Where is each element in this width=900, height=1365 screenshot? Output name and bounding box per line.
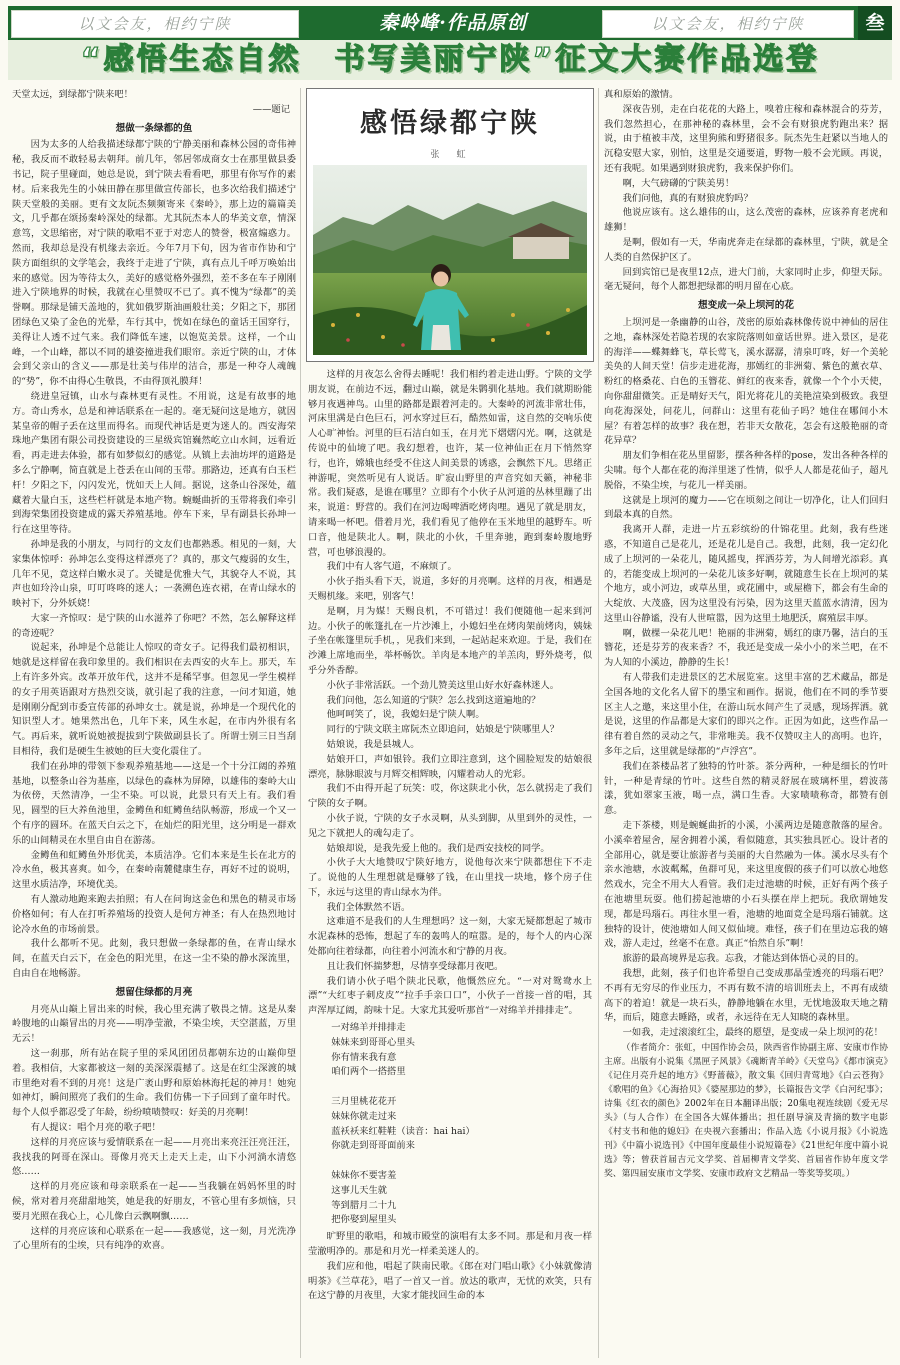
- paragraph: 旷野里的歌唱，和城市殿堂的演唱有太多不同。那是和月夜一样莹澈明净的。那是和月光一样柔美迷人的。: [308, 1231, 592, 1258]
- paragraph: 我们在茶楼品茗了独特的竹叶茶。茶分两种，一种是细长的竹叶针，一种是青绿的竹叶。这些自然的精灵舒展在玻璃杯里，碧波荡漾，犹如翠家玉液，喝一点，满口生香。大家啧啧称奇，都赞有创意。: [604, 760, 888, 817]
- paragraph: 小伙子指头看下天，说道，多好的月亮啊。这样的月夜，相遇是天赐机缘。来吧，别客气！: [308, 576, 592, 602]
- folk-song-lyrics: [331, 1021, 592, 1228]
- lyric-line: 你就走到哥哥面前来: [331, 1140, 415, 1152]
- paragraph: 金鳟鱼和虹鳟鱼外形优美，本质洁净。它们本来是生长在北方的冷水鱼，极其喜爽。如今，在秦岭南麓健康生存，再好不过的说明，这里水质洁净，环境优美。: [12, 849, 296, 891]
- paragraph: 旅游的最高境界是忘我。忘我，才能达到体悟心灵的目的。: [622, 953, 865, 965]
- paragraph: 这样的月亮应该和心联系在一起——我感觉，这一刻，月光洗净了心里所有的尘埃，只有纯净的欢喜。: [12, 1225, 296, 1252]
- paragraph: 深夜告别，走在白花花的大路上，嗅着庄稼和森林混合的芬芳，我们忽然担心，在那神秘的森林里，会不会有财狼虎豹跑出来？据说，由于植被丰茂，这里狗熊和野猪很多。阮杰先生赶紧以当地人的沉稳安慰大家，别怕，这里是交通要道，野物一般不会光顾。再说，还有我呢。如果遇到财狼虎豹，我来保护你们。: [604, 103, 888, 174]
- paragraph: 绕进皇冠镇，山水与森林更有灵性。不用说，这是有故事的地方。奇山秀水，总是和神话联系在一起的。毫无疑问这是地方，就因某皇帝的帽子丢在这里而得名。而现代神话是更为迷人的。西安海荣珠地产集团有限公司投资建设的三星级宾馆巍然屹立山水间，远看近看，再走进去体验，都有如梦似幻的感觉。从镇上去油坊坪的道路是多么宁静啊，简直就是上苍丢在山间的玉带。那路边，还真有白玉栏杆！夕阳之下，闪闪发光，恍如天上人间。据说，这条山谷深处，蕴藏着大量白玉，这些栏杆就是本地产物。蜿蜒曲折的玉带将我们牵引到海荣集团投资建成的露天养殖基地。停车下来，早有副县长孙坤一行在这里等待。: [12, 390, 296, 536]
- masthead-bar: [8, 6, 892, 40]
- lyric-line: 一对绵羊并排排走: [331, 1022, 406, 1034]
- lyric-line: 把你娶到屋里头: [331, 1214, 397, 1226]
- paragraph: 我离开人群，走进一片五彩缤纷的什锦花里。此刻，我有些迷惑，不知道自己是花儿，还是花儿是自己。我想，此刻，我一定幻化成了上坝河的一朵花儿，随风摇曳，挥洒芬芳，为人间增光添彩。真的，若能变成上坝河的一朵花儿该多好啊，就随意生长在上坝河的某个地方，或小河边，或草丛里，或花圃中，或屋檐下，都会有生命的大绽放、大茂盛，因为这里没有污染，因为这里天蓝蓝水清清，因为这里山谷静谧，没有人世喧嚣，因为这里土地肥沃，腐殖层丰厚。: [604, 524, 888, 624]
- column-divider: [598, 88, 599, 1358]
- paragraph: 孙坤是我的小朋友，与同行的文友们也都熟悉。相见的一刻，大家集体惊呼：孙坤怎么变得这样漂亮了？真的，那文气瘦弱的女生，几年不见，竟这样白嫩水灵了。关键是优雅大气，其貌夺人不说，其声也如玲泠山泉，叮叮咚咚的迷人；一袭溯色连衣裙，在青山绿水的映衬下，分外妖娆！: [12, 538, 296, 610]
- paragraph: 真和原始的激情。: [604, 89, 679, 100]
- paragraph: 他说应该有。这么雄伟的山，这么茂密的森林，应该养育老虎和雄狮！: [604, 207, 888, 234]
- paragraph: 是啊，假如有一天，华南虎奔走在绿都的森林里，宁陕，就是全人类的自然保护区了。: [604, 236, 888, 263]
- paragraph: 这样的月夜怎么舍得去睡呢！我们相约着走进山野。宁陕的文学朋友说，在前边不远，翻过山巅，就是朱鹮驯化基地。我们就期盼能够月夜遇神鸟。山里的路都是跟着河走的。大秦岭的河流非常壮伟，河床里满是白色巨石，河水穿过巨石，酷然如雷，这自然的交响乐使人心旷神怡。河里的巨石洁白如玉，在月光下熠熠闪光。啊，这就是传说中的仙境了吧。我幻想着，也许，某一位神仙正在月下悄然穿行，也许，嫦娥也经受不住这人间美景的诱惑，会飘然下凡。思绪正神游呢，突然听见有人说话。旷寂山野里的声音究如天籁，神秘非常。我们疑惑，是谁在哪里？立即有个小伙子从河道的丛林里蹦了出来，说道：野营的。我们在河边喝啤酒吃烤肉哩。遇见了就是朋友，请来喝一杯吧。借着月光，我们看见了他停在玉米地里的越野车。听口音，他是陕北人。啊，陕北的小伙，千里奔驰，跑到秦岭腹地野营，可也够浪漫的。: [308, 369, 592, 558]
- paragraph: 我们请小伙子唱个陕北民歌，他慨然应允。“一对对鸳鸯水上漂”“大红枣子刺皮皮”“拉手手亲口口”，小伙子一首接一首的唱，其声浑厚辽阔，韵味十足。大家尤其爱听那首“一对绵羊并排排走”。: [308, 975, 592, 1017]
- paragraph: 小伙子大大地赞叹宁陕好地方，说他每次来宁陕都想住下不走了。说他的人生理想就是赚够了钱，在山里找一块地，修个房子住下，永远与这里的青山绿水为伴。: [308, 857, 592, 898]
- paragraph: 小伙子说，宁陕的女子水灵啊，从头到脚，从里到外的灵性，一见之下就把人的魂勾走了。: [308, 812, 592, 839]
- paragraph: 我们不由得开起了玩笑：哎，你这陕北小伙，怎么就拐走了我们宁陕的女子啊。: [308, 783, 592, 810]
- paragraph: 朋友们争相在花丛里留影，摆各种各样的pose，发出各种各样的尖啸。每个人都在花的海洋里迷了性情，似乎人人都是花仙子，超凡脱俗，不染尘埃，与花儿一样美丽。: [604, 450, 888, 491]
- paragraph: 我们全体默然不语。: [326, 901, 411, 913]
- paragraph: 这难道不是我们的人生理想吗？这一刻，大家无疑都想起了城市水泥森林的恐怖，想起了车的轰鸣人的喧嚣。是的，每个人的内心深处都向往着绿都，向往着小河流水和宁静的月夜。: [308, 916, 592, 958]
- lyric-line: 等到腊月二十九: [331, 1199, 397, 1211]
- paragraph: 我们中有人客气道，不麻烦了。: [326, 561, 457, 573]
- page-number: 叁: [858, 6, 892, 40]
- paragraph: 一如我，走过滚滚红尘，最终的愿望，是变成一朵上坝河的花！: [622, 1027, 883, 1039]
- paragraph: 姑娘开口，声如银铃。我们立即注意到，这个圆脸短发的姑娘很漂亮，脉脉眼波与月辉交相辉映，闪耀着动人的光彩。: [308, 753, 592, 780]
- paragraph: 有人激动地跑来跑去拍照；有人在问询这金色和黑色的精灵市场价格如何；有人在打听养殖场的投资人是何方神圣；有人在热烈地讨论冷水鱼的市场前景。: [12, 894, 296, 935]
- paragraph: 这就是上坝河的魔力——它在顷刻之间让一切净化，让人们回归到最本真的自然。: [604, 494, 888, 521]
- paragraph: 啊，大气磅礴的宁陕美男！: [622, 177, 735, 189]
- section-heading-moon: 想留住绿都的月亮: [115, 986, 193, 998]
- lyric-line: 妹妹你就走过来: [331, 1110, 397, 1122]
- stanza-gap: [331, 1080, 592, 1095]
- column-divider: [300, 88, 301, 1358]
- author-bio: （作者简介：张虹，中国作协会员，陕西省作协副主席、安康市作协主席。出版有小说集《黑匣子风景》《魂断青羊岭》《天堂鸟》《都市演克》《记住月亮升起的地方》《野蔷薇》，散文集《回归青莺地》《白云苍狗》《歌唱的鱼》《心海拾贝》《婆屋那边的梦》，长篇报告文学《白河纪事》；诗集《红衣的颜色》2002年在日本翻译出版；20集电视连续剧《爱无尽头》（与人合作）在全国各大媒体播出；担任剧导演及青摘的数字电影《村支书和他的媳妇》在央视六套播出；作品入选《小说月报》《小说选刊》《中篇小说选刊》《中国年度最佳小说短篇卷》《21世纪年度中篇小说选》等；曾获首届吉元文学奖、首届柳青文学奖、首届省作协年度文学奖、第四届安康市文学奖、安康市政府文艺精品一等奖等奖项。）: [604, 1043, 888, 1179]
- article-author: 张 虹: [430, 150, 470, 160]
- stanza-gap: [331, 1154, 592, 1169]
- paragraph: 同行的宁陕文联主席阮杰立即追问，姑娘是宁陕哪里人？: [326, 724, 560, 736]
- lyric-line: 妹妹来到哥哥心里头: [331, 1036, 415, 1048]
- paragraph: 回到宾馆已是夜里12点，进大门前，大家同时止步，仰望天际。毫无疑问，每个人都想把绿都的明月留在心底。: [604, 266, 888, 293]
- paragraph: 我们应和他，唱起了陕南民歌。《郎在对门唱山歌》《小妹就像清明茶》《兰草花》，唱了一首又一首。放达的歌声，无忧的欢笑，只有在这宁静的月夜里，大家才能找回生命的本: [308, 1260, 592, 1302]
- paragraph: 走下茶楼，则是蜿蜒曲折的小溪，小溪两边是随意散落的屋舍。小溪牵着屋舍，屋舍拥着小溪，看似随意，其实独具匠心。设计者的全部用心，就是要让旅游者与美丽的大自然融为一体。溪水尽头有个亲水池塘，水波粼粼，鱼群可见，来这里度假的孩子们可以放心地悠然戏水，完全不用大人看管。我们走过池塘的时候，正好有两个孩子在池塘里玩耍。他们捞起池塘的小石头摆在岸上把玩。我欣谓她发现，都是玛瑙石。再往水里一看，池塘的地面竟全是玛瑙石铺就。这独特的设计，使池塘如人间又似仙境。难怪，孩子们在里边忘我的嬉戏，游人走过，丝毫不在意。真正“怡然自乐”啊！: [604, 820, 888, 950]
- article-column-1: [12, 88, 296, 1254]
- paragraph: 这一刹那，所有站在院子里的采风团团员都朝东边的山巅仰望着。我相信，大家都被这一刻的美深深震撼了。这是在红尘深渡的城市里绝对看不到的月亮！这是广袤山野和原始林海托起的神月！她宛如神灯，瞬间照亮了我们的生命。我们仿佛一下子回到了童年时代。每个人似乎都忍受了年龄，纷纷喷啧赞叹：好美的月亮啊！: [12, 1048, 296, 1119]
- motto-right: 以文会友，相约宁陕: [602, 10, 854, 38]
- motto-left: 以文会友，相约宁陕: [11, 10, 299, 38]
- paragraph: 啊，做棵一朵花儿吧！艳丽的非洲菊，嫣红的康乃馨，洁白的玉簪花，还是芬芳的夜来香？不，我还是变成一朵小小的米兰吧，在不为人知的小溪边，静静的生长！: [604, 627, 888, 669]
- paragraph: 说起来，孙坤是个总能让人惊叹的奇女子。记得我们最初相识，她就是这样留在我印象里的。我们相识在去西安的火车上。那天，车上有许多外宾。改革开放年代，这并不是稀罕事。但忽见一学生模样的女子用英语跟对方热烈交谈，就引起了我的注意，一问才知道，她是刚刚分配到市委宣传部的孙坤女士。就是说，孙坤是一个现代化的知识型人才。她果然出色，几年下来，风生水起，在市内外很有名气。再后来，就听说她被提拔到宁陕做副县长了。所谓士别三日当刮目相待，我们是硬生生被她的巨大变化震住了。: [12, 642, 296, 758]
- feature-photo-box: [306, 88, 594, 362]
- paragraph: 我想，此刻，孩子们也许希望自己变成那晶莹透亮的玛瑙石吧？不再有无穷尽的作业压力，不再有数不清的培训班去上，不再有成绩高下的着迫！就是一块石头，静静地躺在水里，无忧地汲取天地之精华，而后，随意去睡路，或者，永远待在无人知晓的森林里。: [604, 968, 888, 1024]
- section-heading-fish: 想做一条绿都的鱼: [115, 122, 193, 134]
- article-title: 感悟绿都宁陕: [360, 108, 540, 139]
- paragraph: 我们问他，怎么知道的宁陕？怎么找到这道遍地的？: [326, 694, 541, 706]
- paragraph: 他呵呵笑了，说，我媳妇是宁陕人啊。: [326, 709, 485, 721]
- lyric-line: 蓝袄袄来红鞋鞋（读音：hai hai）: [331, 1125, 475, 1137]
- lyric-line: 咱们两个一搭搭里: [331, 1066, 406, 1078]
- paragraph: 有人带我们走进景区的艺术展览室。这里丰富的艺术藏品，都是全国各地的文化名人留下的墨宝和画作。据说，他们在不同的季节要区主人之邀，来这里小住，在游山玩水间产生了灵感，现场挥洒。就是说，这里的作品都是大家们的即兴之作。正因为如此，这些作品一律有着自然的灵动之气，非常唯美。我不仅赞叹主人的高明。也许，多年之后，这里就是绿都的“卢浮宫”。: [604, 672, 888, 758]
- paragraph: 这样的月亮应该与爱情联系在一起——月亮出来亮汪汪亮汪汪，我找我的阿哥在深山。哥像月亮天上走天上走，山下小河淌水清悠悠……: [12, 1136, 296, 1178]
- article-column-3: [604, 88, 888, 1181]
- paragraph: 我们在孙坤的带领下参观养殖基地——这是一个十分江阔的养殖基地，以整条山谷为基座，以绿色的森林为屏障，以雄伟的秦岭大山为依傍，天然清净，一尘不染。可以说，此景只有天上有。我们看见，圆型的巨大养鱼池里，金鳟鱼和虹鳟鱼结队畅游，形成一个又一个有序的圆环。在蓝天白云之下，在灿烂的阳光里，这分明是一群欢乐的山间精灵在水里自由自在游荡。: [12, 760, 296, 846]
- epigraph-signature: ——题记: [252, 103, 290, 115]
- paragraph: 上坝河是一条幽静的山谷，茂密的原始森林像传说中神仙的居住之地，森林深处若隐若现的农家院落则如童话世界。进入景区，是花的海洋——蝶舞蜂飞，草长莺飞，溪水潺潺，清泉叮咚，好一个美轮美奂的人间天堂！信步走进花海，那嫣红的非洲菊、紫色的薰衣草、粉红的格桑花、白色的玉簪花、鲜红的夜来香，就像一个个小天使，向你甜甜微笑。正是晴好天气，阳光将花儿的美艳渲染到极致。我望向花海深处，问花儿，问群山：这里有花仙子吗？她住在哪间小木屋？有着怎样的故事？我在想，若非天女散花，怎会有这般艳丽的奇花异草？: [604, 316, 888, 447]
- paragraph: 姑娘说，我是县城人。: [326, 738, 420, 750]
- article-column-2: [308, 368, 592, 1304]
- paragraph: 姑娘却说，是我先爱上他的。我们是西安技校的同学。: [326, 842, 550, 854]
- section-heading-flower: 想变成一朵上坝河的花: [698, 300, 794, 312]
- lyric-line: 这事儿天生就: [331, 1184, 388, 1196]
- paragraph: 有人提议：唱个月亮的歌子吧！: [30, 1121, 161, 1133]
- lyric-line: 妹妹你不要害羞: [331, 1170, 397, 1182]
- lyric-line: 三月里桃花花开: [331, 1096, 397, 1108]
- paragraph: 大家一齐惊叹：是宁陕的山水滋养了你吧？不然，怎么解释这样的奇迹呢？: [12, 612, 296, 639]
- paragraph: 且让我们怀揣梦想，尽情享受绿都月夜吧。: [326, 960, 504, 972]
- paragraph: 小伙子非常活跃。一个劲儿赞美这里山好水好森林迷人。: [326, 679, 560, 691]
- epigraph: 天堂太远，到绿都宁陕来吧！: [12, 89, 133, 100]
- author-photo: [313, 165, 587, 355]
- section-title: 秦岭峰·作品原创: [379, 12, 527, 34]
- paragraph: 是啊，月为媒！天赐良机，不可错过！我们便随他一起来到河边。小伙子的帐篷扎在一片沙滩上，小媳妇坐在烤肉架前烤肉，姨妹子坐在帐篷里玩手机，，见我们来到，一起站起来欢迎。于是，我们在沙滩上席地而坐，举杯畅饮。羊肉是本地产的羊羔肉，野外烧考，似乎分外香醇。: [308, 605, 592, 676]
- contest-banner: “感悟生态自然 书写美丽宁陕”征文大赛作品选登: [8, 40, 892, 80]
- paragraph: 这样的月亮应该和母亲联系在一起——当我躺在妈妈怀里的时候，常对着月亮甜甜地笑，她是我的好朋友，不管心里有多烦恼，只要月光照在我心上，心儿像白云飘啊飘……: [12, 1181, 296, 1222]
- paragraph: 月亮从山巅上冒出来的时候，我心里充满了敬畏之情。这是从秦岭腹地的山巅冒出的月亮——明净莹澈，不染尘埃，天空湛蓝，万里无云！: [12, 1003, 296, 1045]
- paragraph: 我什么都听不见。此刻，我只想做一条绿都的鱼，在青山绿水间，在蓝天白云下，在金色的阳光里，在这一尘不染的静水深流里，自由自在地畅游。: [12, 938, 296, 980]
- paragraph: 因为太多的人给我描述绿都宁陕的宁静美丽和森林公园的奇伟神秘，我反而不敢轻易去朝拜。前几年，邻居邻成商女士在那里做县委书记，院子里碰面，她总是说，到宁陕去看看吧，那里有你写作的素材。后来我先生的小妹田静在那里做宣传部长，也多次给我们描述宁陕天堂般的美丽。更有文友阮杰频频寄来《秦岭》，那上边的篇篇美文，几乎都在颂扬秦岭深处的绿都。尤其阮杰本人的华美文章，情深意笃，文思缩密，对宁陕的歌唱不亚于对恋人的赞誉，极富煽惑力。然而，我却总是没有机缘去亲近。今年7月下旬，因为省市作协和宁陕方面组织的文学笔会，我终于走进了宁陕，真有点儿千呼万唤始出来的感觉。因为等待太久，美好的感觉格外强烈，差不多在车子刚刚进入宁陕地界的时候，我就在心里赞叹不已了。真不愧为“绿都”的美誉啊。那绿是铺天盖地的，犹如俄罗斯油画般壮美；夕阳之下，那团团绿色又染了金色的光晕，车行其中，恍如在绿色的童话王国穿行，美得让人透不过气来。我们降低车速，以饱览美景。这样，一个山峰，一个山峰，都以不同的雄姿撞进我们眼帘。亲近宁陕的山，才体会到父亲山的含义——那是壮美与伟岸的洁合，那是一种夺人魂魄的“势”，你不由得心生敬畏，不由得顶礼膜拜！: [12, 139, 296, 388]
- lyric-line: 你有情来我有意: [331, 1051, 397, 1063]
- paragraph: 我们问他，真的有财狼虎豹吗？: [622, 192, 753, 204]
